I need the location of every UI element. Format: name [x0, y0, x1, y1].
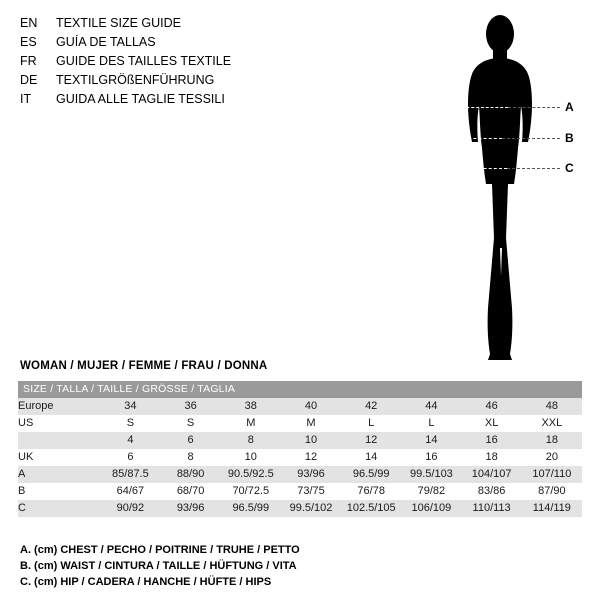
row-value: 96.5/99: [341, 466, 401, 483]
row-value: 90.5/92.5: [221, 466, 281, 483]
measure-pointer-b: [502, 138, 560, 139]
table-row: [18, 500, 582, 517]
row-value: 93/96: [281, 466, 341, 483]
language-title: TEXTILE SIZE GUIDE: [56, 16, 182, 30]
measure-pointer-a: [508, 107, 560, 108]
row-value: 68/70: [160, 483, 220, 500]
language-title: GUÍA DE TALLAS: [56, 35, 156, 49]
size-table: [18, 381, 582, 517]
row-value: 14: [401, 432, 461, 449]
note-waist: B. (cm) WAIST / CINTURA / TAILLE / HÜFTUNG / VITA: [20, 560, 297, 572]
language-title: TEXTILGRÖßENFÜHRUNG: [56, 73, 215, 87]
row-value: 34: [100, 398, 160, 415]
row-value: 106/109: [401, 500, 461, 517]
row-value: 14: [341, 449, 401, 466]
row-value: 40: [281, 398, 341, 415]
row-value: 90/92: [100, 500, 160, 517]
row-value: 12: [281, 449, 341, 466]
row-value: XL: [462, 415, 522, 432]
language-title: GUIDA ALLE TAGLIE TESSILI: [56, 92, 225, 106]
language-row: [20, 14, 350, 33]
row-value: M: [221, 415, 281, 432]
measure-dash-a: [452, 107, 508, 108]
row-value: 6: [160, 432, 220, 449]
body-figure: [400, 8, 600, 373]
row-label: B: [18, 483, 100, 500]
note-hip: C. (cm) HIP / CADERA / HANCHE / HÜFTE / HIPS: [20, 576, 272, 588]
row-value: 96.5/99: [221, 500, 281, 517]
row-value: 99.5/103: [401, 466, 461, 483]
language-row: [20, 90, 350, 109]
row-value: 46: [462, 398, 522, 415]
row-value: 73/75: [281, 483, 341, 500]
row-value: S: [160, 415, 220, 432]
row-value: 18: [462, 449, 522, 466]
row-label: Europe: [18, 398, 100, 415]
measure-dash-b: [458, 138, 502, 139]
measure-label-a: A: [565, 100, 574, 114]
row-value: 93/96: [160, 500, 220, 517]
measure-label-b: B: [565, 131, 574, 145]
language-code: FR: [20, 54, 37, 68]
table-header-label: SIZE / TALLA / TAILLE / GRÖSSE / TAGLIA: [18, 381, 582, 398]
row-label: [18, 432, 100, 449]
row-value: 104/107: [462, 466, 522, 483]
row-value: 44: [401, 398, 461, 415]
row-value: 102.5/105: [341, 500, 401, 517]
table-row: [18, 449, 582, 466]
row-value: 99.5/102: [281, 500, 341, 517]
row-value: 107/110: [522, 466, 582, 483]
language-title: GUIDE DES TAILLES TEXTILE: [56, 54, 232, 68]
table-caption: WOMAN / MUJER / FEMME / FRAU / DONNA: [20, 360, 268, 372]
row-value: 85/87.5: [100, 466, 160, 483]
table-row: [18, 415, 582, 432]
row-value: 18: [522, 432, 582, 449]
language-code: DE: [20, 73, 38, 87]
row-value: 38: [221, 398, 281, 415]
measure-label-c: C: [565, 161, 574, 175]
row-value: 36: [160, 398, 220, 415]
language-row: [20, 52, 350, 71]
row-value: 42: [341, 398, 401, 415]
table-row: [18, 466, 582, 483]
row-label: A: [18, 466, 100, 483]
row-value: 8: [160, 449, 220, 466]
row-value: 76/78: [341, 483, 401, 500]
row-value: 12: [341, 432, 401, 449]
language-row: [20, 33, 350, 52]
row-label: C: [18, 500, 100, 517]
language-code: EN: [20, 16, 38, 30]
row-value: 16: [401, 449, 461, 466]
measure-pointer-c: [507, 168, 560, 169]
table-row: [18, 483, 582, 500]
row-value: 110/113: [462, 500, 522, 517]
note-chest: A. (cm) CHEST / PECHO / POITRINE / TRUHE / PETTO: [20, 544, 300, 556]
row-value: 10: [281, 432, 341, 449]
row-value: 6: [100, 449, 160, 466]
row-value: 16: [462, 432, 522, 449]
language-list: [20, 14, 350, 109]
measurement-notes: [20, 542, 580, 590]
row-value: 4: [100, 432, 160, 449]
table-header-row: [18, 381, 582, 398]
row-value: 8: [221, 432, 281, 449]
language-code: ES: [20, 35, 37, 49]
row-value: XXL: [522, 415, 582, 432]
row-value: 70/72.5: [221, 483, 281, 500]
row-value: 48: [522, 398, 582, 415]
female-silhouette-icon: [430, 8, 570, 373]
row-value: 79/82: [401, 483, 461, 500]
row-value: 10: [221, 449, 281, 466]
table-row: [18, 398, 582, 415]
row-value: 20: [522, 449, 582, 466]
row-value: M: [281, 415, 341, 432]
row-label: UK: [18, 449, 100, 466]
language-row: [20, 71, 350, 90]
row-value: 64/67: [100, 483, 160, 500]
table-row: [18, 432, 582, 449]
measure-dash-c: [453, 168, 507, 169]
language-code: IT: [20, 92, 32, 106]
row-value: 114/119: [522, 500, 582, 517]
row-value: L: [341, 415, 401, 432]
row-value: 87/90: [522, 483, 582, 500]
row-value: L: [401, 415, 461, 432]
row-value: 83/86: [462, 483, 522, 500]
row-value: 88/90: [160, 466, 220, 483]
row-label: US: [18, 415, 100, 432]
row-value: S: [100, 415, 160, 432]
